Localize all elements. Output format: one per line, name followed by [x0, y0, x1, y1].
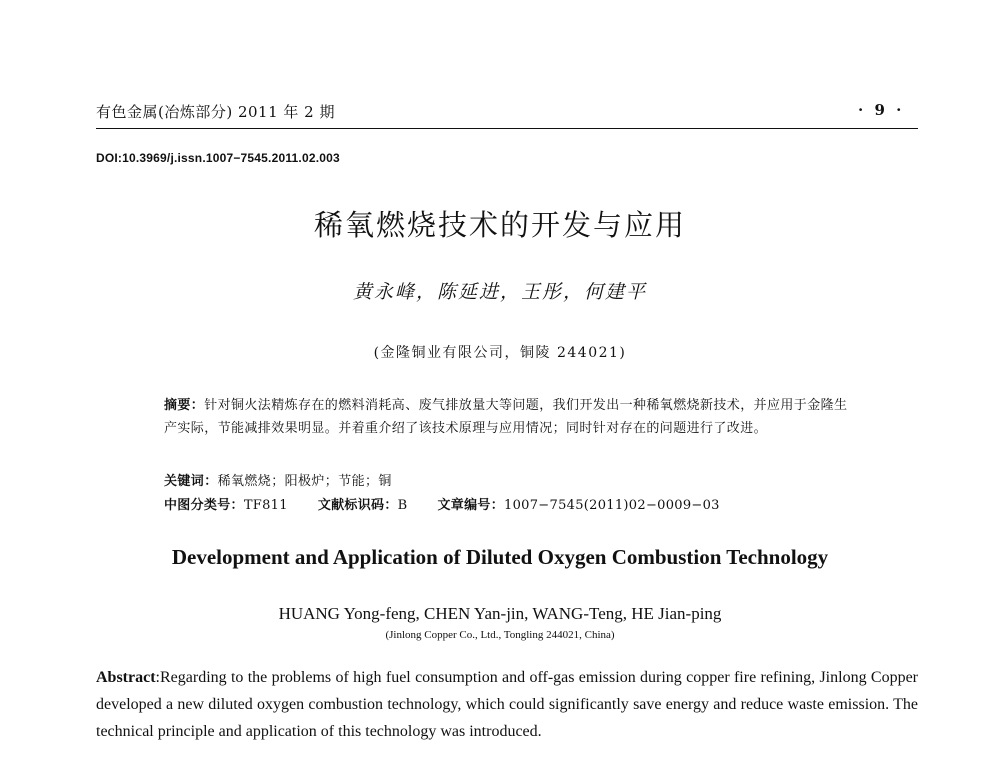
- doc-code-value: B: [397, 498, 408, 513]
- title-chinese: 稀氧燃烧技术的开发与应用: [313, 208, 686, 242]
- abstract-label-chinese: 摘要：: [164, 398, 205, 413]
- authors-chinese: 黄永峰，陈延进，王彤，何建平: [352, 281, 647, 303]
- affiliation-english: (Jinlong Copper Co., Ltd., Tongling 244021, China): [385, 629, 615, 641]
- keywords-chinese: [164, 470, 392, 489]
- keywords-label: 关键词：: [164, 474, 218, 489]
- abstract-text-english: :Regarding to the problems of high fuel consumption and off-gas emission during copper fire refining, Jinlong Copper developed a new diluted oxygen combustion technology, which could significantly save energy and reduce waste emission. The technical principle and application of this technology was introduced.: [96, 669, 918, 740]
- keywords-text: 稀氧燃烧；阳极炉；节能；铜: [217, 474, 392, 489]
- classification-line: [164, 494, 720, 513]
- abstract-label-english: Abstract: [96, 669, 156, 686]
- doc-code-label: 文献标识码：: [317, 498, 398, 513]
- affiliation-chinese: (金隆铜业有限公司，铜陵 244021): [373, 345, 627, 361]
- abstract-chinese: [164, 394, 854, 440]
- clc-label: 中图分类号：: [164, 498, 244, 513]
- journal-header: 有色金属(冶炼部分) 2011 年 2 期: [96, 103, 335, 121]
- page-number: · 9 ·: [858, 101, 905, 119]
- doi-line: DOI:10.3969/j.issn.1007−7545.2011.02.003: [96, 151, 340, 165]
- clc-value: TF811: [243, 498, 288, 513]
- authors-english: HUANG Yong-feng, CHEN Yan-jin, WANG-Teng, HE Jian-ping: [278, 604, 722, 623]
- article-number-value: 1007−7545(2011)02−0009−03: [504, 498, 720, 513]
- abstract-text-chinese: 针对铜火法精炼存在的燃料消耗高、废气排放量大等问题，我们开发出一种稀氧燃烧新技术，并应用于金隆生产实际，节能减排效果明显。并着重介绍了该技术原理与应用情况；同时针对存在的问题进行了改进。: [164, 398, 848, 436]
- header-rule: [96, 128, 918, 129]
- article-number-label: 文章编号：: [437, 498, 505, 513]
- abstract-english: [96, 664, 918, 745]
- title-english: Development and Application of Diluted Oxygen Combustion Technology: [171, 545, 829, 569]
